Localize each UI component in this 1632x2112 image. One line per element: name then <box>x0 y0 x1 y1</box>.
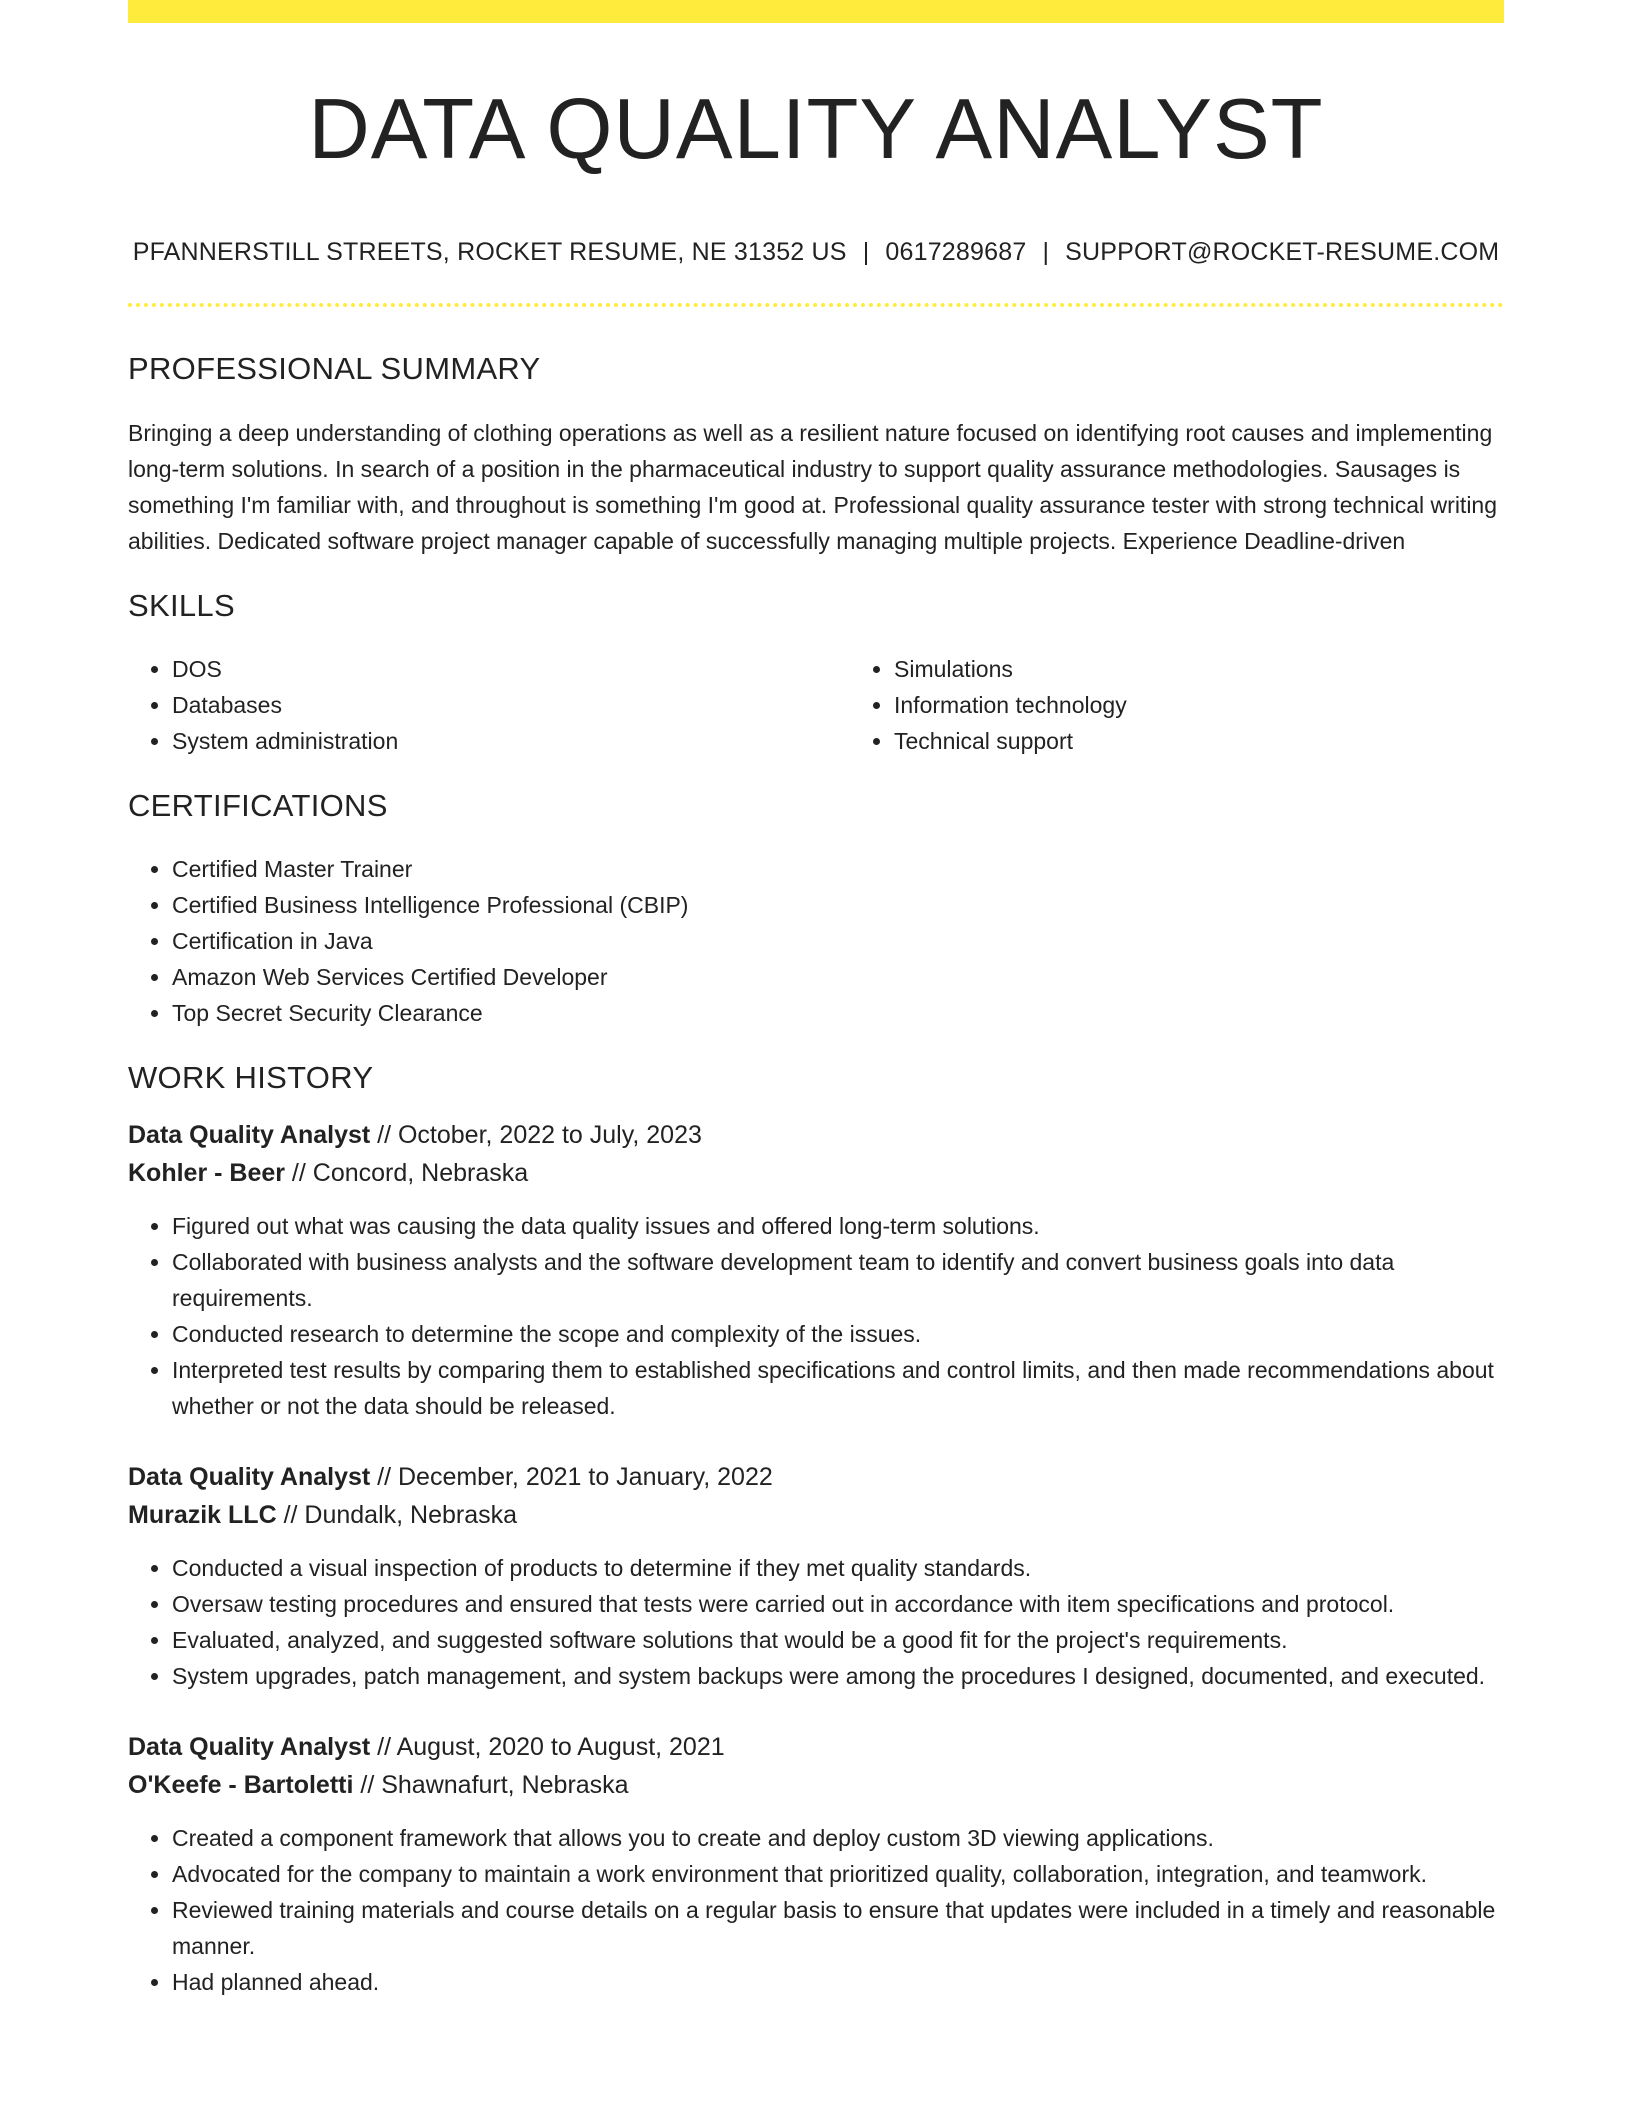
job-bullet: • Created a component framework that allows you to create and deploy custom 3D viewing applications. <box>172 1820 1504 1856</box>
job-title: Data Quality Analyst <box>128 1733 371 1761</box>
job-bullets <box>128 1820 1504 2000</box>
job-bullets <box>128 1550 1504 1694</box>
job-bullet: • Evaluated, analyzed, and suggested software solutions that would be a good fit for the project's requirements. <box>172 1622 1504 1658</box>
summary-heading: PROFESSIONAL SUMMARY <box>128 351 541 386</box>
job-bullet: • Reviewed training materials and course details on a regular basis to ensure that updates were included in a timely and reasonable manner. <box>172 1892 1504 1964</box>
skills-section <box>128 588 1504 759</box>
certifications-heading: CERTIFICATIONS <box>128 788 388 823</box>
job-entry <box>128 1116 1504 1424</box>
job-company-line <box>128 1154 1504 1192</box>
job-title-line <box>128 1458 1504 1496</box>
skill-item: • Technical support <box>894 723 1548 759</box>
job-bullet: • Figured out what was causing the data quality issues and offered long-term solutions. <box>172 1208 1504 1244</box>
job-dates: // August, 2020 to August, 2021 <box>370 1733 725 1761</box>
job-bullet: • Interpreted test results by comparing them to established specifications and control limits, and then made recommendations about whether or not the data should be released. <box>172 1352 1504 1424</box>
skills-list-right <box>850 651 1548 759</box>
job-bullet: • Conducted research to determine the scope and complexity of the issues. <box>172 1316 1504 1352</box>
job-entry <box>128 1458 1504 1694</box>
job-location: // Shawnafurt, Nebraska <box>353 1771 629 1799</box>
job-bullet: • Had planned ahead. <box>172 1964 1504 2000</box>
header-divider <box>128 303 1504 307</box>
contact-separator: | <box>1042 238 1050 266</box>
job-title: Data Quality Analyst <box>128 1463 371 1491</box>
job-location: // Dundalk, Nebraska <box>276 1501 518 1529</box>
job-bullet: • System upgrades, patch management, and system backups were among the procedures I designed, documented, and executed. <box>172 1658 1504 1694</box>
job-bullet: • Oversaw testing procedures and ensured that tests were carried out in accordance with item specifications and protocol. <box>172 1586 1504 1622</box>
job-company: O'Keefe - Bartoletti <box>128 1771 354 1799</box>
job-bullet: • Conducted a visual inspection of products to determine if they met quality standards. <box>172 1550 1504 1586</box>
resume-name: DATA QUALITY ANALYST <box>308 82 1324 177</box>
contact-email: SUPPORT@ROCKET-RESUME.COM <box>1065 238 1500 266</box>
skill-item: • DOS <box>172 651 850 687</box>
skills-grid <box>128 651 1504 759</box>
resume-content <box>128 0 1504 2000</box>
work-history-section <box>128 1060 1504 2000</box>
job-company: Murazik LLC <box>128 1501 277 1529</box>
job-company-line <box>128 1496 1504 1534</box>
job-bullets <box>128 1208 1504 1424</box>
contact-phone: 0617289687 <box>885 238 1027 266</box>
certification-item: • Top Secret Security Clearance <box>172 995 1504 1031</box>
work-history-heading: WORK HISTORY <box>128 1060 374 1095</box>
skill-item: • Information technology <box>894 687 1548 723</box>
skill-item: • System administration <box>172 723 850 759</box>
job-title-line <box>128 1728 1504 1766</box>
skills-heading: SKILLS <box>128 588 235 623</box>
certifications-list <box>128 851 1504 1031</box>
job-title-line <box>128 1116 1504 1154</box>
contact-address: PFANNERSTILL STREETS, ROCKET RESUME, NE 31352 US <box>132 238 847 266</box>
job-dates: // October, 2022 to July, 2023 <box>370 1121 702 1149</box>
job-title: Data Quality Analyst <box>128 1121 371 1149</box>
job-entry <box>128 1728 1504 2000</box>
certification-item: • Certified Master Trainer <box>172 851 1504 887</box>
certification-item: • Certified Business Intelligence Professional (CBIP) <box>172 887 1504 923</box>
job-location: // Concord, Nebraska <box>284 1159 529 1187</box>
certification-item: • Amazon Web Services Certified Developer <box>172 959 1504 995</box>
skill-item: • Simulations <box>894 651 1548 687</box>
certification-item: • Certification in Java <box>172 923 1504 959</box>
job-company: Kohler - Beer <box>128 1159 285 1187</box>
certifications-section <box>128 788 1504 1031</box>
job-bullet: • Advocated for the company to maintain a work environment that prioritized quality, collaboration, integration, and teamwork. <box>172 1856 1504 1892</box>
contact-separator: | <box>862 238 870 266</box>
skill-item: • Databases <box>172 687 850 723</box>
job-bullet: • Collaborated with business analysts and the software development team to identify and convert business goals into data requirements. <box>172 1244 1504 1316</box>
summary-section <box>128 351 1504 559</box>
contact-line <box>128 237 1504 267</box>
summary-text: Bringing a deep understanding of clothing operations as well as a resilient nature focused on identifying root causes and implementing long-term solutions. In search of a position in the pharmaceutical industry to support quality assurance methodologies. Sausages is something I'm familiar with, and throughout is something I'm good at. Professional quality assurance tester with strong technical writing abilities. Dedicated software project manager capable of successfully managing multiple projects. Experience Deadline-driven <box>128 420 1498 554</box>
job-dates: // December, 2021 to January, 2022 <box>370 1463 773 1491</box>
skills-list-left <box>128 651 850 759</box>
job-company-line <box>128 1766 1504 1804</box>
